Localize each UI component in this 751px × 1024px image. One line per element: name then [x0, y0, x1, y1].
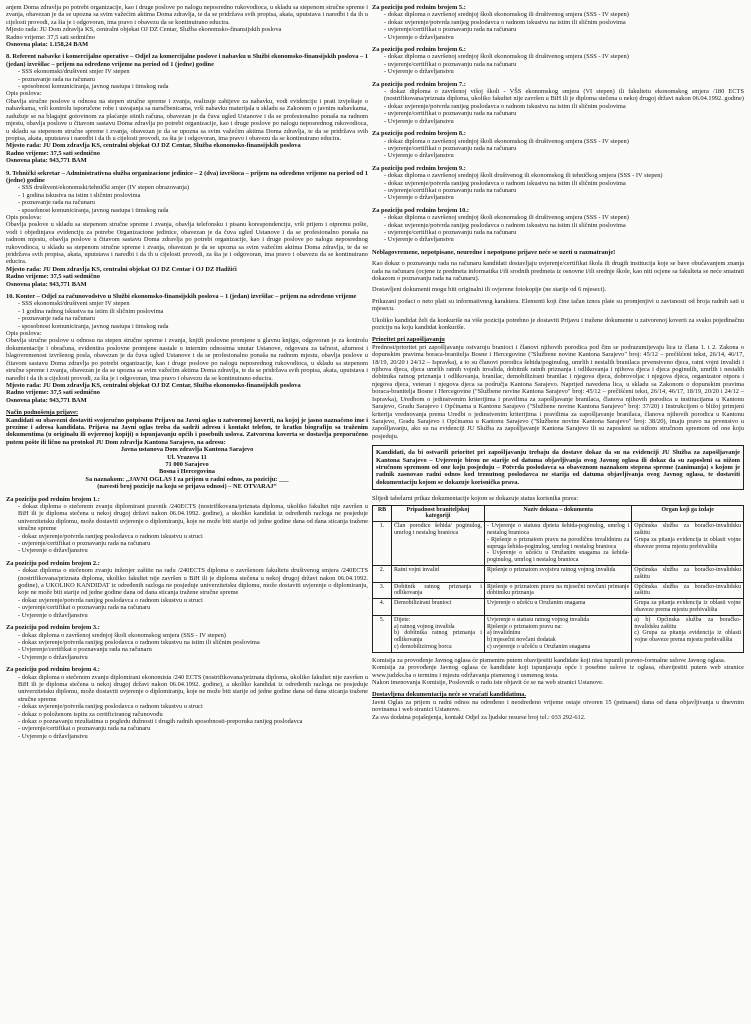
- doc-item: - Uvjerenje o državljanstvu: [18, 547, 368, 554]
- docs-heading: Za poziciju pod rednim brojem 5.:: [372, 4, 466, 11]
- docs-list: [372, 214, 744, 244]
- contact-info: Za sva dodatna pojašnjenja, kontakt Odjel za ljudske resurse broj tel.: 033 292-612.: [372, 713, 586, 721]
- category-cell: Dijete: a) ratnog vojnog invalida b) dobitnika ratnog priznanja i odlikovanja c) demobilizirnog borca: [392, 615, 485, 652]
- position-10-heading: 10. Konter – Odjel za računovodstvo u Službi ekonomsko-finansijskih poslova – 1 (jedan) izvršilac – prijem na određeno vrijeme: [6, 293, 357, 301]
- docs-heading: Za poziciju pod rednim brojem 10.:: [372, 206, 470, 214]
- requirement-item: - sposobnost komuniciranja, javnog nastupa i timskog rada: [18, 83, 368, 90]
- notes-section: [372, 249, 744, 332]
- work-hours: Radno vrijeme: 37,5 sati sedmično: [6, 389, 100, 397]
- table-intro: Slijedi tabelarni prikaz dokumentacije kojom se dokazuje status korisnika prava:: [372, 495, 579, 503]
- closing-heading: Dostavljena dokumentacija neće se vraćati kandidatima.: [372, 691, 527, 699]
- requirement-item: - poznavanje rada na računaru: [18, 315, 368, 322]
- base-salary: Osnovna plata: 943,771 BAM: [6, 396, 87, 404]
- row-number: 4.: [373, 599, 392, 616]
- duties-text: Obavlja stručne poslove u odnosu na stepen stručne spreme i zvanja, realizuje zahtjeve za nabavku, vodi evidenciju i prati izvještaje o nabavkama, vrši kontrolu isporučene robe i usvajanja sa naručbenicama, vrši nabavku materijala u skladu sa Zakonom o javnim nabavkama, zadužuje se na blagajni gotovinom za plaćanje sitnih računa, obavezan je da čuva ugled Ustanove i da se profesionalno ponaša na radnom mjestu, obavlja poslove u čitavom sastavu Doma zdravlja po potrebi organizacije, kao i druge poslove po nalogu neposrednog rukovodioca, u skladu sa stepenom stručne spreme i zvanja, obavezan je da se upozna sa svim važećim aktima Doma zdravlja, te da se pridržava svih propisa, akata, uputstava i naredbi i da ih u cijelosti provodi, za šta je i odgovoran, ima pravo i obavezu da se kontinuirano educira.: [6, 97, 368, 142]
- duties-label: Opis poslova:: [6, 90, 42, 98]
- position-8: [6, 53, 368, 164]
- work-place: Mjesto rada: JU Dom zdravlja KS, centralni objekat OJ DZ Centar, Služba ekonomsko-finansijskih poslova: [6, 142, 301, 150]
- commission-web-notice: Komisija za provođenje Javnog oglasa će kandidate koji ispunjavaju opće i posebne uslove iz oglasa, obavijestiti putem web stranice www.judzks.ba o terminu i mjestu održavanja pismenog i usmenog testa.: [372, 664, 744, 679]
- priority-text: Prednost/prioritet pri zapošljavanju ostvaruju branioci i članovi njihovih porodica pod čim se podrazumijevaju lica iz člana 1. i 2. Zakona o dopunskim pravima boraca-branitelja Bosne i Hercegovine ("Službene novine Kantona Sarajevo" broj: 45/12 – prečišćeni tekst, 26/14, 46/17, 18/19, 20/20 i 24/12 – Ispravka), a to su članovi porodica šehida/poginulog, umrlih i nestalih branilaca prvenstveno djeca, ratni vojni invalidi i njihova djeca, djeca umrlih ratnih vojnih invalida, dobitnik ratnih priznanja i odlikovanja i njihova djeca i djeca poginulih, umrlih i nestalih dobitnika ratnog priznanja i odlikovanja, branilac, demobilizirani branilac i njegova djeca, dobrovoljac i njegova djeca, organizator otpora i njegova djeca, veteran i njegova djeca sa područja Kantona Sarajevo. Naprijed navedena lica, u skladu sa Zakonom o dopunskim pravima boraca-branitelja Bosne i Hercegovine ("Službene novine Kantona Sarajevo" broj: 45/12 – prečišćeni tekst, 26/14, 46/17, 18/19, 20/20 i 24/12 – Ispravka), Uredbom o jedinstvenim kriterijima i pravilima za zapošljavanje branilaca, članova njihovih porodica u institucijama u Kantonu Sarajevo, Gradu Sarajevo i Općinama u Kantonu Sarajevo ("Službene novine Kantona Sarajevo" broj: 37/20) i Instrukcijom o bližoj primjeni kriterija vrednovanja prema Uredbi o jedinstvenim kriterijima i pravilima za zapošljavanje branilaca, članova njihovih porodica u Kantonu Sarajevo, Gradu Sarajevo i Općinama u Kantonu Sarajevo ("Službene novine Kantona Sarajevo" broj: 38/20), imaju pravo na prvenstvo u zapošljavanju, ako su na evidenciji JU Služba za zapošljavanje Kantona Sarajevo ili su zaposleni sa nižom stručnom spremom od one koju posjeduju.: [372, 343, 744, 440]
- category-cell: Član porodice šehida/ poginulog, umrlog i nestalog branioca: [392, 522, 485, 566]
- incomplete-notice: Neblagovremene, nepotpisane, neuredne i nepotpune prijave neće se uzeti u razmatranje!: [372, 248, 616, 256]
- doc-item: - Uvjerenje o državljanstvu: [18, 612, 368, 619]
- doc-item: - dokaz diploma o završenoj srednjoj školi ekonomskog ili društvenog smjera (SSS - IV stepen): [384, 53, 744, 60]
- doc-item: - Uvjerenje o državljanstvu: [384, 34, 744, 41]
- doc-item: - Uvjerenje o državljanstvu: [18, 654, 368, 661]
- issuer-cell: Općinska služba za boračko-invalidsku zaštitu Grupa za pitanja evidencija iz oblasti vojne obaveze prema mjestu prebivališta: [632, 522, 744, 566]
- docs-list: [6, 503, 368, 555]
- docs-list: [372, 53, 744, 75]
- docs-position-8: [372, 130, 744, 160]
- issuer-cell: Općinska služba za boračko-invalidsku zaštitu: [632, 582, 744, 599]
- top-fragment-salary: Osnovna plata: 1.158,24 BAM: [6, 41, 89, 49]
- doc-item: - dokaz uvjerenje/potvrda ranijeg poslodavca o radnom iskustvu na istim ili sličnim poslovima: [18, 639, 368, 646]
- doc-item: - dokaz uvjerenje/potvrda ranijeg poslodavca o radnom iskustvu u struci: [18, 597, 368, 604]
- docs-position-4: [6, 666, 368, 740]
- position-10-requirements: [6, 300, 368, 330]
- row-number: 2.: [373, 565, 392, 582]
- work-hours: Radno vrijeme: 37,5 sati sedmično: [6, 273, 100, 281]
- document-cell: - Uvjerenje o statusu djeteta šehida-poginulog, umrlog i nestalog branioca - Rješenje o priznatom pravu na porodičnu invalidninu za supruga šehida-poginulog, umrlog i nestalog branioca - Uvjerenje o učešću u Oružanim snagama za šehida-poginulog, umrlog i nestalog branioca: [484, 522, 631, 566]
- base-salary: Osnovna plata: 943,771 BAM: [6, 280, 87, 288]
- work-place: Mjesto rada: JU Dom zdravlja KS, centralni objekat OJ DZ Centar, Služba ekonomsko-finansijskih poslova: [6, 381, 301, 389]
- column-header: Naziv dokaza – dokumenta: [484, 505, 631, 522]
- table-row: [373, 615, 744, 652]
- docs-position-6: [372, 46, 744, 76]
- priority-heading: Prioritet pri zapošljavanju: [372, 336, 445, 344]
- doc-item: - dokaz diploma o završenoj srednjoj školi ekonomskog ili društvenog smjera (SSS - IV stepen): [384, 11, 744, 18]
- document-cell: Rješenje o priznatom pravu na mjesečni novčani primanje dobitniku priznanja: [484, 582, 631, 599]
- requirement-item: - 1 godina radnog iskustva na istim ili sličnim poslovima: [18, 308, 368, 315]
- issuer-cell: a) b) Općinska služba za boračko-invalidsku zaštitu c) Grupa za pitanja evidencija iz oblasti vojne obaveze prema mjestu prebivališta: [632, 615, 744, 652]
- table-row: [373, 599, 744, 616]
- submission-text: Kandidati su obavezni dostaviti svojeručno potpisanu Prijavu na Javni oglas u zatvorenoj koverti, na kojoj je jasno naznačeno ime i prezime i adresa kandidata. Prijava na Javni oglas treba da sadrži adresu i kontakt telefon, te kratku biografiju sa traženim dokumentima (u originalu ili ovjerenoj kopiji) o ispunjavanju općih i posebnih uslova. Zatvorena koverta se dostavlja preporučeno putem pošte ili lično na protokol JU Dom zdravlja Kantona Sarajevo, na adresu:: [6, 416, 368, 446]
- doc-item: - Uvjerenje o državljanstvu: [384, 236, 744, 243]
- envelope-note: Sa naznakom: „JAVNI OGLAS I za prijem u radni odnos, za poziciju: ___: [85, 475, 289, 483]
- address-line: Javna ustanova Dom zdravlja Kantona Sarajevo: [120, 446, 254, 454]
- row-number: 5.: [373, 615, 392, 652]
- closing-text: Javni Oglas za prijem u radni odnos na određeno i neodređeno vrijeme ostaje otvoren 15 (petnaest) dana od dana objavljivanja u dnevnim novinama i web stranici Ustanove.: [372, 698, 744, 714]
- address-line: 71 000 Sarajevo: [165, 460, 209, 468]
- doc-item: - dokaz o poznavanju rezultatima u pogledu dužnosti i drugih radnih sposobnosti-preporuka ranijeg poslodavca: [18, 718, 368, 725]
- top-fragment: [6, 4, 368, 48]
- position-8-heading: 8. Referent nabavke i komercijalne operative – Odjel za komercijalne poslove i nabavku u Službi ekonomsko-finansijskih poslova – 1 (jedan) izvršilac – prijem na određeno vrijeme na period od 1 (jedne) godine: [6, 53, 368, 68]
- beneficiary-documents-table: [372, 505, 744, 653]
- address-line: Ul. Vrazova 11: [167, 453, 207, 461]
- row-number: 1.: [373, 522, 392, 566]
- doc-item: - dokaz uvjerenje/potvrda ranijeg poslodavca o radnom iskustvu na istim ili sličnim poslovima: [384, 103, 744, 110]
- doc-item: - uvjerenje/certifikat o poznavanju rada na računaru: [384, 145, 744, 152]
- docs-heading: Za poziciju pod rednim brojem 4.:: [6, 666, 100, 674]
- requirement-item: - sposobnost komuniciranja, javnog nastupa i timskog rada: [18, 207, 368, 214]
- docs-position-2: [6, 560, 368, 619]
- duties-label: Opis poslova:: [6, 213, 42, 221]
- doc-item: - dokaz o položenom ispitu za certificiranog računovođu: [18, 711, 368, 718]
- table-row: [373, 565, 744, 582]
- requirement-item: - SSS ekonomski/društveni smjer IV stepen: [18, 68, 368, 75]
- doc-item: - dokaz diploma o stečenom zvanju diplomirani ekonomista /240 ECTS (nostrifikovana/priznata diploma, ukoliko fakultet nije završen u BiH ili je diploma stečena u nekoj drugoj državi nakon 06.04.1992. godine), a ukoliko kandidat iz određenih razloga ne posjeduje univerzitetsku diplomu, može dostaviti uvjerenje o diplomiranju, koje ne može biti starije od jedne godine dana od dana sticanja tražene stručne spreme: [18, 674, 368, 704]
- document-cell: Uvjerenje o učešću u Oružanim snagama: [484, 599, 631, 616]
- docs-position-3: [6, 624, 368, 661]
- docs-list: [6, 632, 368, 662]
- candidates-notice-box: [372, 445, 744, 490]
- docs-heading: Za poziciju pod rednim brojem 7.:: [372, 80, 466, 88]
- doc-item: - dokaz uvjerenje/potvrda ranijeg poslodavca o radnom iskustvu u struci: [18, 533, 368, 540]
- issuer-cell: Grupa za pitanja evidencija iz oblasti vojne obaveze prema mjestu prebivališta: [632, 599, 744, 616]
- requirement-item: - poznavanje rada na računaru: [18, 199, 368, 206]
- doc-item: - Uvjerenje/certifikat o poznavanju rada na računaru: [18, 646, 368, 653]
- requirement-item: - SSS društveni/ekonomski/tehnički smjer (IV stepen obrazovanja): [18, 184, 368, 191]
- doc-item: - dokaz diploma o završenoj srednjoj školi ekonomskog ili društvenog smjera (SSS - IV stepen): [384, 214, 744, 221]
- doc-item: - Uvjerenje o državljanstvu: [384, 118, 744, 125]
- top-fragment-text: anjem Doma zdravlja po potrebi organizacije, kao i druge poslove po nalogu neposredno rukovodioca, u skladu sa stepenom stručne spreme i zvanja, obavezan je da se upozna sa svim važećim aktima Doma zdravlja, te da se pridržava svih propisa, akata, uputstava i naredbi i da ih u cijelosti provodi, za šta je i odgovoran, ima pravo i obavezu da se kontinuirano educira.: [6, 4, 368, 26]
- closing-section: [372, 691, 744, 721]
- doc-item: - uvjerenje/certifikat o poznavanju rada na računaru: [384, 110, 744, 117]
- envelope-note-detail: (navesti broj pozicije na koju se prijava odnosi) – NE OTVARAJ“: [97, 483, 277, 491]
- submission-section: [6, 409, 368, 490]
- top-fragment-hours: Radno vrijeme: 37,5 sati sedmično: [6, 33, 95, 41]
- docs-heading: Za poziciju pod rednim brojem 1.:: [6, 495, 100, 503]
- work-hours: Radno vrijeme: 37,5 sati sedmično: [6, 149, 100, 157]
- docs-position-9: [372, 165, 744, 202]
- base-salary: Osnovna plata: 943,771 BAM: [6, 157, 87, 165]
- table-row: [373, 582, 744, 599]
- requirement-item: - poznavanje rada na računaru: [18, 76, 368, 83]
- duties-label: Opis poslova:: [6, 330, 42, 338]
- docs-list: [372, 172, 744, 202]
- doc-item: - dokaz diploma o završenoj srednjoj školi društvenog ili ekonomskog ili tehničkog smjera (SSS - IV stepen): [384, 172, 744, 179]
- docs-position-1: [6, 496, 368, 555]
- docs-position-5: [372, 4, 744, 41]
- candidates-notice: Kandidati, da bi ostvarili prioritet pri zapošljavanju trebaju da dostave dokaz da su na evidenciji JU Služba za zapošljavanje Kantona Sarajevo – Uvjerenje birou ne starije od datuma objavljivanja ovog Javnog oglasa ili dokaz da su zaposleni sa nižom stručnom spremom od one koju posjeduju – Potvrda poslodavca sa obaveznom naznakom stepena spreme (zanimanja) s kojom je radnik zasnovao radni odnos kod trenutnog poslodavca ne starija od datuma objavljivanja ovog Javnog oglasa, te dostaviti dokumentaciju kojom se dokazuje korisnička prava.: [376, 449, 740, 486]
- top-fragment-place: Mjesto rada: JU Dom zdravlja KS, centralni objekat OJ DZ Centar, Služba ekonomsko-finansijskih poslova: [6, 26, 282, 34]
- docs-heading: Za poziciju pod rednim brojem 3.:: [6, 624, 100, 632]
- category-cell: Dobitnik ratnog priznanja i odlikovanja: [392, 582, 485, 599]
- duties-text: Obavlja stručne poslove u odnosu na stepen stručne spreme i zvanja, knjiži poslovne promjene u glavnu knjigu, odgovoran je za kontrolu dokumentacije i obračuna, evidentira poslovne promjene nastale u internim odnosima unutar Ustanove, odgovara za tačnost, ažurnost i blagovremenost izvršenog posla, obavezan je da čuva ugled Ustanove i da se profesionalno ponaša na radnom mjestu, obavlja poslove u čitavom sastavu Doma zdravlja po potrebi organizacije, kao i druge poslove po nalogu neposrednog rukovodioca, u skladu sa stepenom stručne spreme i zvanja, obavezan je da se upozna sa svim važećim aktima Doma zdravlja, te da se pridržava svih propisa, akata, uputstava i naredbi i da ih u cijelosti provodi, za šta je i odgovoran, ima pravo i obavezu da se kontinuirano educira.: [6, 337, 368, 382]
- docs-position-7: [372, 81, 744, 125]
- computer-notice: Kao dokaz o poznavanju rada na računaru kandidati dostavljaju uvjerenje/certifikat škola ili drugih institucija koje se bave obučavanjem znanja rada na računaru (ocjene iz predmeta informatika i/ili srodnih predmeta iz osnovne i/ili srednje škole, kao niti ocjene sa fakulteta se neće smatrati dokazom o poznavanju rada na računaru).: [372, 260, 744, 282]
- docs-list: [6, 674, 368, 741]
- column-header: RB: [373, 505, 392, 522]
- issuer-cell: Općinska služba za boračko-invalidsku zaštitu: [632, 565, 744, 582]
- column-header: Pripadnost braniteljskoj kategoriji: [392, 505, 485, 522]
- docs-heading: Za poziciju pod rednim brojem 2.:: [6, 559, 100, 567]
- doc-item: - dokaz uvjerenje/potvrda ranijeg poslodavca o radnom iskustvu na istim ili sličnim poslovima: [384, 222, 744, 229]
- requirement-item: - 1 godina iskustva na istim i sličnim poslovima: [18, 192, 368, 199]
- row-number: 3.: [373, 582, 392, 599]
- originals-notice: Dostavljeni dokumenti mogu biti originalni ili ovjerene fotokopije (ne starije od 6 mjeseci).: [372, 286, 607, 294]
- doc-item: - Uvjerenje o državljanstvu: [384, 194, 744, 201]
- duties-text: Obavlja poslove u skladu sa stepenom stručne spreme i zvanja, obavlja telefonsku i pisanu korespondenciju, vrši prijem i otpremu pošte, vodi i objedinjava evidenciju za potrebe Organizacione jedinice, obavezan je da čuva ugled Ustanove i da se profesionalno ponaša na radnom mjestu, obavlja poslove u čitavom sastavu Doma zdravlja po potrebi organizacije, kao i druge poslove po nalogu neposrednog rukovodioca, u skladu sa stepenom stručne spreme i zvanja, obavezan je da se upozna sa svim važećim aktima Doma zdravlja, te da se pridržava svih propisa, akata, uputstava i naredbi i da ih u cijelosti provodi, za šta je i odgovoran, ima pravo i obavezu da se kontinuirano educira.: [6, 221, 368, 266]
- docs-position-10: [372, 207, 744, 244]
- commission-notice: Komisija za provođenje Javnog oglasa će pismenim putem obavijestiti kandidate koji nisu ispunili pravno-formalne uslove Javnog oglasa.: [372, 656, 726, 664]
- category-cell: Ratni vojni invalid: [392, 565, 485, 582]
- category-cell: Demobilizirani branioci: [392, 599, 485, 616]
- requirement-item: - SSS ekonomski/društveni smjer IV stepen: [18, 300, 368, 307]
- commission-rules-notice: Nakon imenovanja Komisije, Poslovnik o radu iste objavit će se na web stranici Ustanove.: [372, 678, 604, 686]
- doc-item: - dokaz diploma o završenoj višoj školi - VŠS ekonomskog smjera (VI stepen) ili fakultetu ekonomskog smjera /180 ECTS (nostrifikovana/priznata diploma, ukoliko fakultet nije završen u BiH ili je diploma stečena u nekoj drugoj državi nakon 06.04.1992. godine): [384, 88, 744, 103]
- right-column: [372, 4, 744, 726]
- doc-item: - uvjerenje/certifikat o poznavanju rada na računaru: [18, 604, 368, 611]
- docs-heading: Za poziciju pod rednim brojem 6.:: [372, 46, 466, 54]
- doc-item: - dokaz uvjerenje/potvrda ranijeg poslodavca o radnom iskustvu na istim ili sličnim poslovima: [384, 180, 744, 187]
- salary-notice: Prikazani podaci o neto plati su informativnog karaktera. Elementi koji čine tačan iznos plate su promjenjivi u zavisnosti od broja radnih sati u mjesecu.: [372, 297, 744, 313]
- position-9-requirements: [6, 184, 368, 214]
- docs-heading: Za poziciju pod rednim brojem 9.:: [372, 164, 466, 172]
- position-9-heading: 9. Tehnički sekretar – Administrativna služba organizacione jedinice – 2 (dva) izvršioca – prijem na određeno vrijeme na period od 1 (jedne) godine: [6, 169, 368, 184]
- doc-item: - uvjerenje/certifikat o poznavanju rada na računaru: [18, 540, 368, 547]
- document-cell: Uvjerenje o statusu ratnog vojnog invalida Rješenje o priznatom pravu na: a) invalidninu b) mjesečni novčani dodatak c) uvjerenje o učešću u Oružanim snagama: [484, 615, 631, 652]
- doc-item: - dokaz diploma o stečenom zvanju diplomirani pravnik /240ECTS (nostrifikovana/priznata diploma, ukoliko fakultet nije završen u BiH ili je diploma stečena u nekoj drugoj državi nakon 06.04.1992. godine), a ukoliko kandidat iz određenih razloga ne posjeduje univerzitetsku diplomu, može dostaviti uvjerenje o diplomiranju, koje ne može biti starije od jedne godine dana od dana sticanja tražene stručne spreme: [18, 503, 368, 533]
- work-place: Mjesto rada: JU Dom zdravlja KS, centralni objekat OJ DZ Centar i OJ DZ Hadžići: [6, 265, 237, 273]
- doc-item: - uvjerenje/certifikat o poznavanju rada na računaru: [18, 725, 368, 732]
- docs-heading: Za poziciju pod rednim brojem 8.:: [372, 130, 466, 138]
- priority-section: [372, 336, 744, 440]
- doc-item: - dokaz uvjerenje/potvrda ranijeg poslodavca o radnom iskustvu u struci: [18, 703, 368, 710]
- docs-list: [6, 567, 368, 619]
- doc-item: - dokaz diploma o završenoj srednjoj školi ekonomskog ili društvenog smjera (SSS - IV stepen): [384, 138, 744, 145]
- address-line: Bosna i Hercegovina: [159, 468, 215, 476]
- position-8-requirements: [6, 68, 368, 90]
- commission-section: [372, 657, 744, 687]
- submission-heading: Način podnošenja prijave:: [6, 409, 79, 417]
- requirement-item: - sposobnost komuniciranja, javnog nastupa i timskog rada: [18, 323, 368, 330]
- doc-item: - uvjerenje/certifikat o poznavanju rada na računaru: [384, 187, 744, 194]
- position-9: [6, 170, 368, 289]
- docs-list: [372, 88, 744, 125]
- doc-item: - Uvjerenje o državljanstvu: [384, 152, 744, 159]
- column-header: Organ koji ga izdaje: [632, 505, 744, 522]
- doc-item: - uvjerenje/certifikat o poznavanju rada na računaru: [384, 229, 744, 236]
- docs-list: [372, 138, 744, 160]
- doc-item: - dokaz diploma o stečenom zvanju inženjer zaštite na radu /240ECTS diploma o završenom fakultetu društvenog smjera /240ECTS (nostrifikovana/priznata diploma, ukoliko fakultet nije završen u BiH ili je diploma stečena u nekoj drugoj državi nakon 06.04.1992. godine), a UKOLIKO KANDIDAT iz određenih razloga ne posjeduje univerzitetsku diplomu, može dostaviti uvjerenje o diplomiranju, koje ne može biti starije od jedne godine dana od dana sticanja tražene stručne spreme: [18, 567, 368, 597]
- doc-item: - Uvjerenje o državljanstvu: [18, 733, 368, 740]
- doc-item: - uvjerenje/certifikat o poznavanju rada na računaru: [384, 61, 744, 68]
- position-10: [6, 293, 368, 404]
- left-column: [6, 4, 368, 745]
- table-header-row: [373, 505, 744, 522]
- doc-item: - uvjerenje/certifikat o poznavanju rada na računaru: [384, 26, 744, 33]
- doc-item: - dokaz uvjerenje/potvrda ranijeg poslodavca o radnom iskustvu na istim ili sličnim poslovima: [384, 19, 744, 26]
- document-cell: Rješenje o priznatom svojstvu ratnog vojnog invalida: [484, 565, 631, 582]
- doc-item: - Uvjerenje o državljanstvu: [384, 68, 744, 75]
- table-row: [373, 522, 744, 566]
- doc-item: - dokaz diploma o završenoj srednjoj školi ekonomskog smjera (SSS - IV stepen): [18, 632, 368, 639]
- docs-list: [372, 11, 744, 41]
- multiple-positions-notice: Ukoliko kandidat želi da konkuriše na više pozicija potrebno je dostaviti Prijavu i tražene dokumente u zatvorenoj koverti za svaku pojedinačnu poziciju na koju kandidat konkuriše.: [372, 316, 744, 332]
